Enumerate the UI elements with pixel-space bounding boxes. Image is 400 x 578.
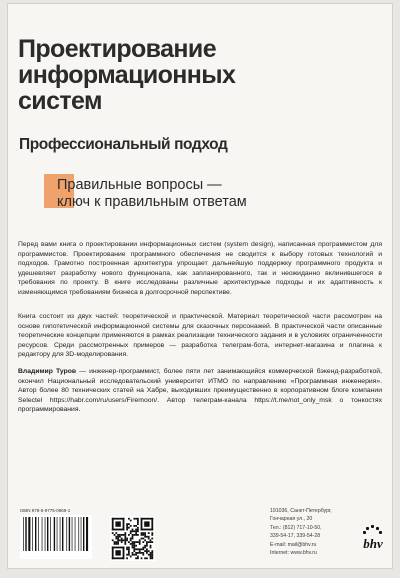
- address-line-3: Тел.: (812) 717-10-50,: [270, 524, 322, 531]
- book-subtitle: Профессиональный подход: [19, 136, 228, 153]
- address-line-1: 191036, Санкт-Петербург,: [270, 508, 332, 514]
- tagline-box: [44, 174, 384, 224]
- bhv-logo: [358, 524, 388, 552]
- author-bio: [18, 367, 382, 415]
- address-line-5: E-mail: mail@bhv.ru: [270, 541, 317, 548]
- author-bio-text: — инженер-программист, более пяти лет занимающийся коммерческой бэкенд-разработкой, окончил Национальный исследовательский университет ИТМО по направлению «Программная инженерия». Автор более 80 технических статей на Хабре, выходивших преимущественно в корпоративном блоге компании Selectel https://habr.com/ru/users/Firemoon/. Автор телеграм-канала https://t.me/not_only_msk о тонкостях программирования.: [18, 368, 382, 414]
- address-line-4: 339-54-17, 339-54-28: [270, 533, 321, 540]
- book-title: [18, 36, 235, 114]
- barcode: [20, 515, 92, 559]
- qr-code: [110, 516, 155, 561]
- description-paragraph-1: Перед вами книга о проектировании информационных систем (system design), написанная программистом для программистов. Проектирование программного обеспечения не сводится к выбору готовых технологий и подходов. Грамотно построенная архитектура упрощает дальнейшую поддержку программного продукта и удешевляет разработку нового функционала, как запланированного, так и неожиданно вклинившегося в требования по проекту. В книге исследованы различные архитектурные подходы и их адаптивность к изменяющимся требованиям бизнеса в долгосрочной перспективе.: [18, 241, 382, 296]
- publisher-address: [270, 507, 332, 557]
- title-line-3: систем: [18, 87, 102, 115]
- address-line-2: Гончарная ул., 20: [270, 516, 313, 523]
- back-cover: [8, 4, 392, 568]
- address-line-6: Internet: www.bhv.ru: [270, 550, 317, 557]
- tagline: [57, 177, 247, 211]
- title-line-1: Проектирование: [18, 35, 216, 63]
- description-paragraph-2: Книга состоит из двух частей: теоретической и практической. Материал теоретической части рассмотрен на основе гипотетической информационной системы для сказочных персонажей. В практической части описанные теоретические концепции применяются в рамках реализации технического задания и в условиях ограниченности ресурсов. Среди рассмотренных примеров — разработка телеграм-бота, интернет-магазина и плагина к редактору для 3D-моделирования.: [18, 313, 382, 359]
- author-name: Владимир Туров: [18, 368, 77, 375]
- logo-text: bhv: [363, 536, 383, 551]
- tagline-line-1: Правильные вопросы —: [57, 177, 222, 193]
- isbn-text: ISBN 978-5-9775-0969-1: [20, 508, 71, 513]
- tagline-line-2: ключ к правильным ответам: [57, 194, 247, 210]
- title-line-2: информационных: [18, 61, 236, 89]
